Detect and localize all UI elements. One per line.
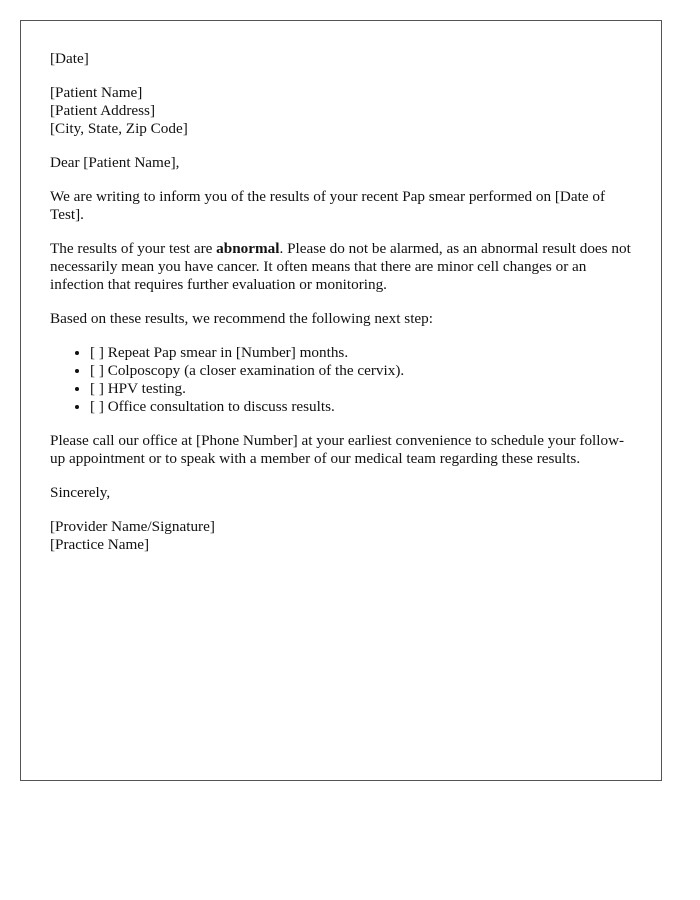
- recommendation-intro: Based on these results, we recommend the following next step:: [50, 310, 433, 327]
- recipient-name: [Patient Name]: [50, 84, 143, 101]
- salutation: Dear [Patient Name],: [50, 154, 180, 171]
- call-to-action-paragraph: Please call our office at [Phone Number] at your earliest convenience to schedule your follow-up appointment or to speak with a member of our medical team regarding these results.: [50, 432, 625, 467]
- results-suffix: . Please do not be alarmed, as an abnormal result does not necessarily mean you have cancer. It often means that there are minor cell changes or an infection that requires further evaluation or monitoring.: [50, 240, 631, 293]
- list-item: • [ ] Repeat Pap smear in [Number] months.: [90, 344, 633, 362]
- options-list: [50, 344, 633, 416]
- intro-paragraph: We are writing to inform you of the results of your recent Pap smear performed on [Date of Test].: [50, 188, 606, 223]
- letter-date: [Date]: [50, 50, 89, 67]
- list-item: • [ ] HPV testing.: [90, 380, 633, 398]
- recipient-city-state-zip: [City, State, Zip Code]: [50, 120, 188, 137]
- provider-signature: [Provider Name/Signature]: [50, 518, 215, 535]
- signature-block: [50, 518, 633, 554]
- practice-name: [Practice Name]: [50, 536, 150, 553]
- list-item: • [ ] Office consultation to discuss results.: [90, 398, 633, 416]
- recipient-address: [Patient Address]: [50, 102, 156, 119]
- results-prefix: The results of your test are: [50, 240, 217, 257]
- letter-page: [20, 20, 662, 781]
- recipient-block: [50, 84, 633, 138]
- results-emphasis: abnormal: [216, 240, 280, 257]
- closing: Sincerely,: [50, 484, 111, 501]
- results-paragraph: [50, 240, 633, 294]
- list-item: • [ ] Colposcopy (a closer examination of the cervix).: [90, 362, 633, 380]
